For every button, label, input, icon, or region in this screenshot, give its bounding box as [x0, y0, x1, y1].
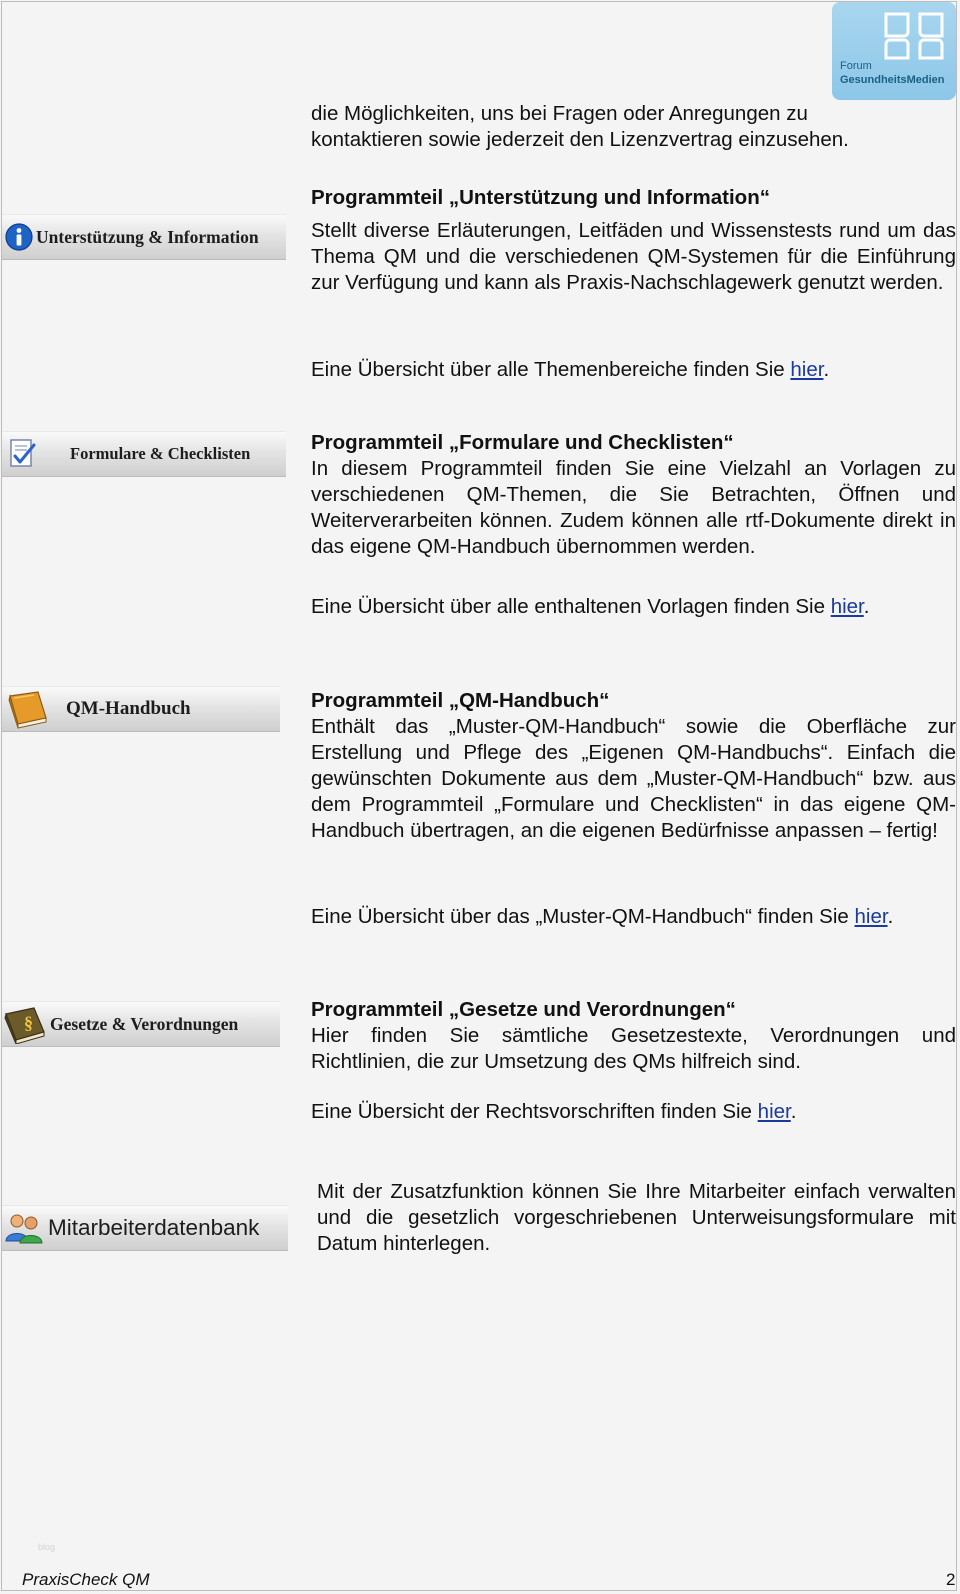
overview-period: .	[863, 595, 870, 618]
overview-formulare	[311, 594, 956, 620]
overview-gesetze	[311, 1099, 956, 1125]
forum-gesundheitsmedien-logo	[832, 2, 956, 100]
intro-line-2: kontaktieren sowie jederzeit den Lizenzvertrag einzusehen.	[311, 128, 849, 151]
section-body-formulare: In diesem Programmteil finden Sie eine Vielzahl an Vorlagen zu verschiedenen QM-Themen, die Sie Betrachten, Öffnen und Weiterverarbeiten können. Zudem können alle rtf-Dokumente direkt in das eigene QM-Handbuch übernommen werden.	[311, 457, 956, 558]
section-body-unterstuetzung: Stellt diverse Erläuterungen, Leitfäden und Wissenstests rund um das Thema QM und die verschiedenen QM-Systemen für die Einführung zur Verfügung und kann als Praxis-Nachschlagewerk genutzt werden.	[311, 219, 956, 294]
users-icon	[4, 1211, 44, 1245]
nav-button-label: Mitarbeiterdatenbank	[48, 1215, 260, 1240]
nav-button-label: Gesetze & Verordnungen	[50, 1013, 239, 1034]
nav-button-label: Unterstützung & Information	[36, 226, 259, 247]
svg-text:§: §	[24, 1013, 33, 1033]
nav-button-mitarbeiterdatenbank[interactable]	[2, 1205, 288, 1251]
overview-period: .	[823, 358, 830, 381]
overview-text: Eine Übersicht über alle Themenbereiche finden Sie	[311, 358, 785, 381]
nav-button-gesetze-verordnungen[interactable]	[2, 1001, 280, 1047]
footer-title: PraxisCheck QM	[22, 1570, 150, 1589]
section-body-mitarbeiterdatenbank: Mit der Zusatzfunktion können Sie Ihre Mitarbeiter einfach verwalten und die gesetzlich vorgeschriebenen Unterweisungsformulare mit Datum hinterlegen.	[317, 1180, 956, 1255]
logo-line-forum: Forum	[840, 60, 872, 72]
overview-link-vorlagen[interactable]: hier	[830, 595, 864, 618]
section-body-gesetze: Hier finden Sie sämtliche Gesetzestexte, Verordnungen und Richtlinien, die zur Umsetzung des QMs hilfreich sind.	[311, 1024, 956, 1073]
section-heading-formulare: Programmteil „Formulare und Checklisten“	[311, 431, 734, 454]
book-icon	[4, 688, 52, 730]
overview-text: Eine Übersicht über alle enthaltenen Vorlagen finden Sie	[311, 595, 825, 618]
nav-button-label: Formulare & Checklisten	[70, 444, 251, 463]
section-body-qm-handbuch: Enthält das „Muster-QM-Handbuch“ sowie die Oberfläche zur Erstellung und Pflege des „Eigenen QM-Handbuchs“. Einfach die gewünschten Dokumente aus dem „Muster-QM-Handbuch“ bzw. aus dem Programmteil „Formulare und Checklisten“ in das eigene QM-Handbuch übertragen, an die eigenen Bedürfnisse anpassen – fertig!	[311, 715, 956, 842]
nav-button-unterstuetzung-information[interactable]	[2, 214, 286, 260]
checklist-icon	[6, 437, 40, 471]
nav-button-formulare-checklisten[interactable]	[2, 431, 286, 477]
overview-link-muster-qm-handbuch[interactable]: hier	[854, 905, 888, 928]
leaf-logo-icon	[882, 10, 946, 62]
page-number: 2	[946, 1570, 956, 1589]
info-icon	[4, 222, 34, 252]
intro-paragraph	[311, 101, 956, 153]
intro-line-1: die Möglichkeiten, uns bei Fragen oder Anregungen zu	[311, 102, 808, 125]
overview-unterstuetzung	[311, 357, 956, 383]
section-heading-qm-handbuch: Programmteil „QM-Handbuch“	[311, 689, 610, 712]
overview-link-themenbereiche[interactable]: hier	[790, 358, 824, 381]
section-heading-unterstuetzung: Programmteil „Unterstützung und Information“	[311, 186, 770, 209]
overview-period: .	[790, 1100, 797, 1123]
overview-text: Eine Übersicht der Rechtsvorschriften finden Sie	[311, 1100, 752, 1123]
overview-period: .	[887, 905, 894, 928]
nav-button-label: QM-Handbuch	[66, 698, 191, 719]
overview-text: Eine Übersicht über das „Muster-QM-Handbuch“ finden Sie	[311, 905, 849, 928]
overview-qm-handbuch	[311, 904, 956, 930]
nav-button-qm-handbuch[interactable]	[2, 686, 280, 732]
law-book-icon	[2, 1004, 48, 1044]
watermark-text: blog	[38, 1542, 56, 1552]
section-heading-gesetze: Programmteil „Gesetze und Verordnungen“	[311, 998, 736, 1021]
logo-line-gesundheitsmedien: GesundheitsMedien	[840, 74, 945, 86]
overview-link-rechtsvorschriften[interactable]: hier	[757, 1100, 791, 1123]
